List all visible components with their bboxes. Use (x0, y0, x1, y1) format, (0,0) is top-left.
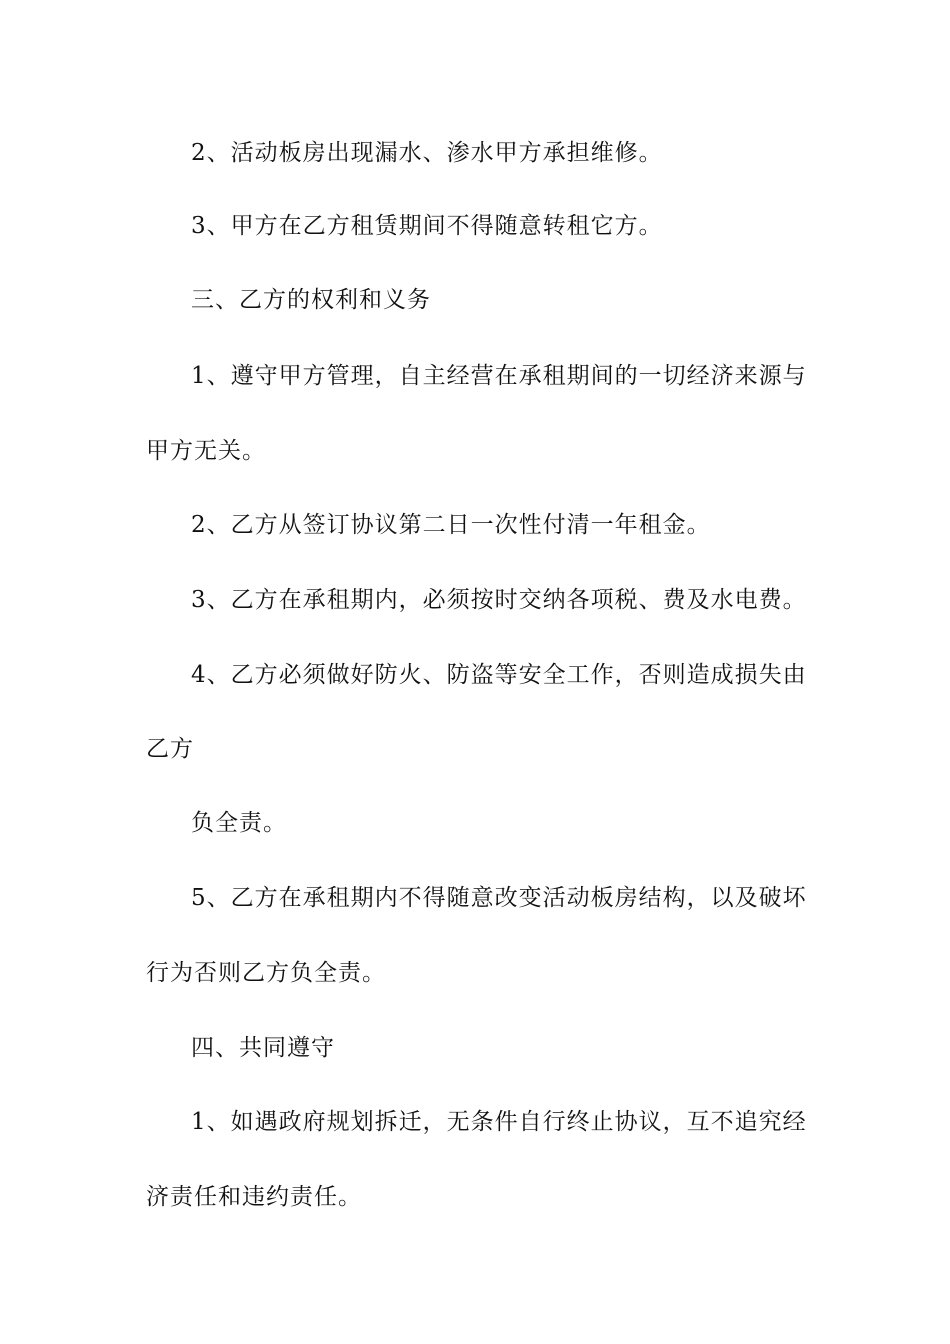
section-4-heading: 四、共同遵守 (191, 1035, 335, 1061)
clause-3-2: 2、乙方从签订协议第二日一次性付清一年租金。 (191, 512, 711, 538)
clause-3-4-cont2: 负全责。 (191, 810, 287, 836)
clause-3-5: 5、乙方在承租期内不得随意改变活动板房结构，以及破坏 (191, 885, 807, 911)
clause-3-4-cont: 乙方 (146, 736, 194, 762)
clause-3-1: 1、遵守甲方管理，自主经营在承租期间的一切经济来源与 (191, 363, 807, 389)
clause-4-1: 1、如遇政府规划拆迁，无条件自行终止协议，互不追究经 (191, 1109, 807, 1135)
clause-4-1-cont: 济责任和违约责任。 (146, 1184, 362, 1210)
clause-3-1-cont: 甲方无关。 (146, 438, 266, 464)
section-3-heading: 三、乙方的权利和义务 (191, 287, 431, 313)
clause-3-3: 3、乙方在承租期内，必须按时交纳各项税、费及水电费。 (191, 587, 807, 613)
clause-3-4: 4、乙方必须做好防火、防盗等安全工作，否则造成损失由 (191, 662, 807, 688)
clause-3-5-cont: 行为否则乙方负全责。 (146, 960, 386, 986)
clause-a-3: 3、甲方在乙方租赁期间不得随意转租它方。 (191, 213, 663, 239)
clause-a-2: 2、活动板房出现漏水、渗水甲方承担维修。 (191, 140, 663, 166)
